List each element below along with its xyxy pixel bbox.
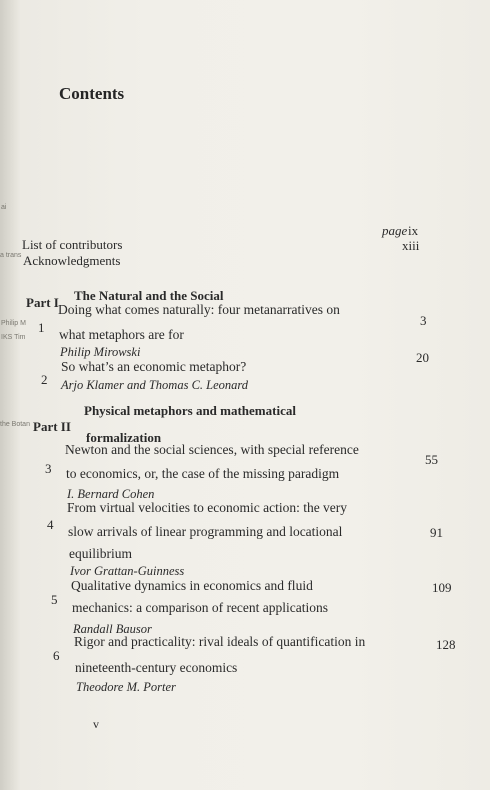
chapter-title-line: mechanics: a comparison of recent applications	[72, 600, 329, 615]
page-title: Contents	[59, 84, 125, 103]
gutter-fragment: Philip M	[1, 320, 26, 327]
chapter-title-line: Doing what comes naturally: four metanarratives on	[58, 302, 340, 317]
chapter-page-number: 55	[425, 452, 438, 467]
page-folio: v	[93, 717, 99, 731]
book-gutter	[0, 0, 20, 790]
part-title-line: formalization	[86, 430, 162, 445]
gutter-fragment: the Botan	[0, 421, 30, 428]
page-column-label: page	[382, 223, 408, 238]
chapter-number: 2	[41, 372, 48, 387]
chapter-number: 4	[47, 517, 54, 532]
part-label: Part II	[33, 419, 71, 434]
chapter-number: 6	[53, 648, 60, 663]
chapter-title-line: Newton and the social sciences, with special reference	[65, 442, 359, 457]
chapter-author: Randall Bausor	[73, 622, 152, 636]
gutter-fragment: a trans	[0, 252, 22, 259]
chapter-title-line: Rigor and practicality: rival ideals of quantification in	[74, 634, 366, 649]
chapter-page-number: 3	[420, 313, 427, 328]
front-matter-title: Acknowledgments	[23, 253, 121, 268]
chapter-number: 3	[45, 461, 52, 476]
chapter-title-line: slow arrivals of linear programming and locational	[68, 524, 343, 539]
chapter-author: Arjo Klamer and Thomas C. Leonard	[61, 378, 249, 392]
chapter-title-line: what metaphors are for	[59, 327, 184, 342]
chapter-author: Philip Mirowski	[60, 345, 141, 359]
chapter-page-number: 109	[432, 580, 452, 595]
chapter-title-line: nineteenth-century economics	[75, 660, 238, 675]
front-page-number: xiii	[402, 238, 420, 253]
part-title-line: Physical metaphors and mathematical	[84, 403, 296, 418]
chapter-number: 1	[38, 320, 45, 335]
chapter-title-line: equilibrium	[69, 546, 132, 561]
chapter-title-line: to economics, or, the case of the missing paradigm	[66, 466, 340, 481]
gutter-fragment: IKS Tim	[1, 334, 26, 341]
gutter-fragment: ai	[1, 204, 7, 211]
chapter-page-number: 20	[416, 350, 429, 365]
chapter-page-number: 128	[436, 637, 456, 652]
chapter-author: Theodore M. Porter	[76, 680, 176, 694]
chapter-title-line: So what’s an economic metaphor?	[61, 359, 247, 374]
front-page-number: ix	[408, 223, 419, 238]
chapter-title-line: Qualitative dynamics in economics and fluid	[71, 578, 313, 593]
chapter-page-number: 91	[430, 525, 443, 540]
front-matter-title: List of contributors	[22, 237, 123, 252]
part-label: Part I	[26, 295, 59, 310]
chapter-number: 5	[51, 592, 58, 607]
chapter-author: Ivor Grattan-Guinness	[70, 564, 185, 578]
chapter-author: I. Bernard Cohen	[67, 487, 155, 501]
chapter-title-line: From virtual velocities to economic action: the very	[67, 500, 348, 515]
part-title: The Natural and the Social	[74, 288, 224, 303]
